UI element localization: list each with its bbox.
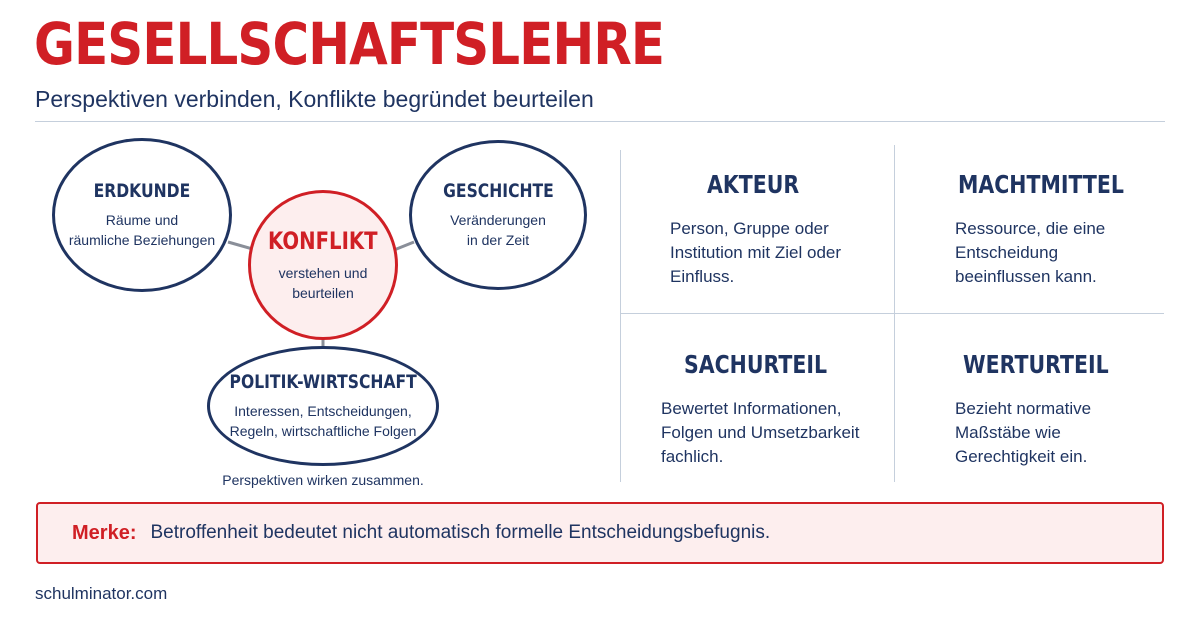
concept-werturteil-text: Bezieht normative Maßstäbe wie Gerechtigkeit ein.	[955, 399, 1092, 466]
grid-divider-left	[620, 150, 621, 482]
concept-machtmittel-text: Ressource, die eine Entscheidung beeinflussen kann.	[955, 219, 1106, 286]
node-erdkunde-heading: ERDKUNDE	[93, 180, 191, 202]
concept-machtmittel-heading: MACHTMITTEL	[958, 170, 1124, 199]
merke-label: Merke:	[72, 521, 137, 544]
concept-sachurteil-heading: SACHURTEIL	[684, 350, 828, 379]
concept-akteur-text: Person, Gruppe oder Institution mit Ziel oder Einfluss.	[670, 219, 842, 286]
node-konflikt-text: verstehen und beurteilen	[278, 265, 368, 301]
diagram-caption: Perspektiven wirken zusammen.	[222, 472, 424, 488]
node-geschichte-text: Veränderungen in der Zeit	[450, 212, 546, 248]
concept-werturteil-heading: WERTURTEIL	[963, 350, 1109, 379]
node-erdkunde-text: Räume und räumliche Beziehungen	[68, 212, 216, 248]
perspectives-diagram	[0, 0, 620, 500]
merke-box	[36, 502, 1164, 564]
concept-sachurteil-text: Bewertet Informationen, Folgen und Umsetzbarkeit fachlich.	[661, 399, 860, 466]
footer-link[interactable]: schulminator.com	[35, 584, 168, 603]
connector-geschichte	[394, 242, 414, 250]
node-geschichte-heading: GESCHICHTE	[442, 180, 554, 202]
node-konflikt-heading: KONFLIKT	[268, 227, 378, 255]
node-politik-wirtschaft	[207, 346, 439, 466]
node-politik-wirtschaft-text: Interessen, Entscheidungen, Regeln, wirtschaftliche Folgen	[229, 403, 417, 439]
concept-akteur	[670, 170, 880, 289]
concept-sachurteil	[661, 350, 881, 469]
merke-text: Betroffenheit bedeutet nicht automatisch formelle Entscheidungsbefugnis.	[150, 522, 771, 543]
concept-werturteil	[955, 350, 1155, 469]
page-subtitle: Perspektiven verbinden, Konflikte begründet beurteilen	[35, 86, 594, 112]
concept-akteur-heading: AKTEUR	[707, 170, 800, 199]
page-title: GESELLSCHAFTSLEHRE	[34, 10, 665, 78]
node-geschichte	[409, 140, 587, 290]
node-erdkunde	[52, 138, 232, 292]
concept-machtmittel	[955, 170, 1155, 289]
grid-divider-horizontal	[620, 313, 1164, 314]
node-politik-wirtschaft-heading: POLITIK-WIRTSCHAFT	[229, 371, 417, 393]
node-konflikt	[248, 190, 398, 340]
